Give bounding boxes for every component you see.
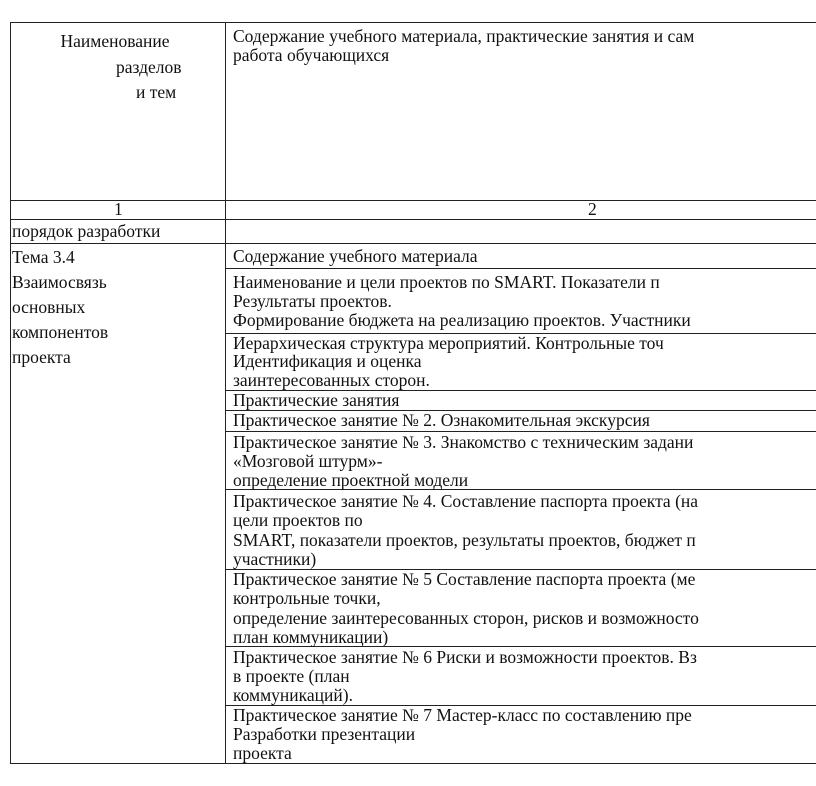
section-row-border bbox=[10, 243, 816, 244]
content-line: коммуникаций). bbox=[233, 685, 353, 705]
content-line: участники) bbox=[233, 549, 317, 569]
header-col1-line2: разделов bbox=[116, 57, 182, 77]
content-line: определение заинтересованных сторон, рисков и возможносто bbox=[233, 608, 699, 628]
content-line: проекта bbox=[233, 743, 292, 763]
content-line: Практическое занятие № 3. Знакомство с техническим задани bbox=[233, 432, 694, 452]
column-number-2: 2 bbox=[588, 199, 597, 219]
header-bottom-border bbox=[10, 200, 816, 201]
content-line: Содержание учебного материала bbox=[233, 246, 478, 266]
content-line: Практическое занятие № 6 Риски и возможности проектов. Вз bbox=[233, 647, 697, 667]
content-line: Практические занятия bbox=[233, 390, 400, 410]
content-line: Практическое занятие № 2. Ознакомительная экскурсия bbox=[233, 410, 650, 430]
content-line: цели проектов по bbox=[233, 510, 363, 530]
table-top-border bbox=[10, 22, 816, 23]
topic-line: проекта bbox=[12, 347, 71, 367]
content-line: Наименование и цели проектов по SMART. Показатели п bbox=[233, 272, 660, 292]
content-line: Практическое занятие № 5 Составление паспорта проекта (ме bbox=[233, 569, 696, 589]
content-line: определение проектной модели bbox=[233, 470, 469, 490]
content-line: Практическое занятие № 4. Составление паспорта проекта (на bbox=[233, 491, 699, 511]
content-line: Практическое занятие № 7 Мастер-класс по составлению пре bbox=[233, 705, 692, 725]
column-divider bbox=[225, 22, 226, 764]
column-number-1: 1 bbox=[114, 199, 123, 219]
row-border bbox=[225, 268, 816, 269]
topic-line: Тема 3.4 bbox=[12, 247, 75, 267]
content-line: Разработки презентации bbox=[233, 724, 416, 744]
content-line: Иерархическая структура мероприятий. Контрольные точ bbox=[233, 333, 664, 353]
content-line: «Мозговой штурм»- bbox=[233, 451, 383, 471]
content-line: Результаты проектов. bbox=[233, 291, 392, 311]
content-line: в проекте (план bbox=[233, 666, 350, 686]
header-col1-line1: Наименование bbox=[60, 31, 170, 51]
table-left-border bbox=[10, 22, 11, 764]
topic-line: компонентов bbox=[12, 322, 109, 342]
section-row-text: порядок разработки bbox=[12, 221, 161, 241]
number-row-border bbox=[10, 219, 816, 220]
header-col2-line1: Содержание учебного материала, практические занятия и сам bbox=[233, 26, 695, 46]
content-line: SMART, показатели проектов, результаты проектов, бюджет п bbox=[233, 530, 696, 550]
header-col1-line3: и тем bbox=[136, 82, 177, 102]
topic-line: Взаимосвязь bbox=[12, 272, 107, 292]
content-line: план коммуникации) bbox=[233, 627, 389, 647]
header-col2-line2: работа обучающихся bbox=[233, 45, 390, 65]
table-bottom-border bbox=[10, 763, 816, 764]
topic-line: основных bbox=[12, 297, 86, 317]
content-line: контрольные точки, bbox=[233, 588, 381, 608]
content-line: Идентификация и оценка bbox=[233, 351, 422, 371]
content-line: Формирование бюджета на реализацию проектов. Участники bbox=[233, 310, 691, 330]
content-line: заинтересованных сторон. bbox=[233, 370, 430, 390]
